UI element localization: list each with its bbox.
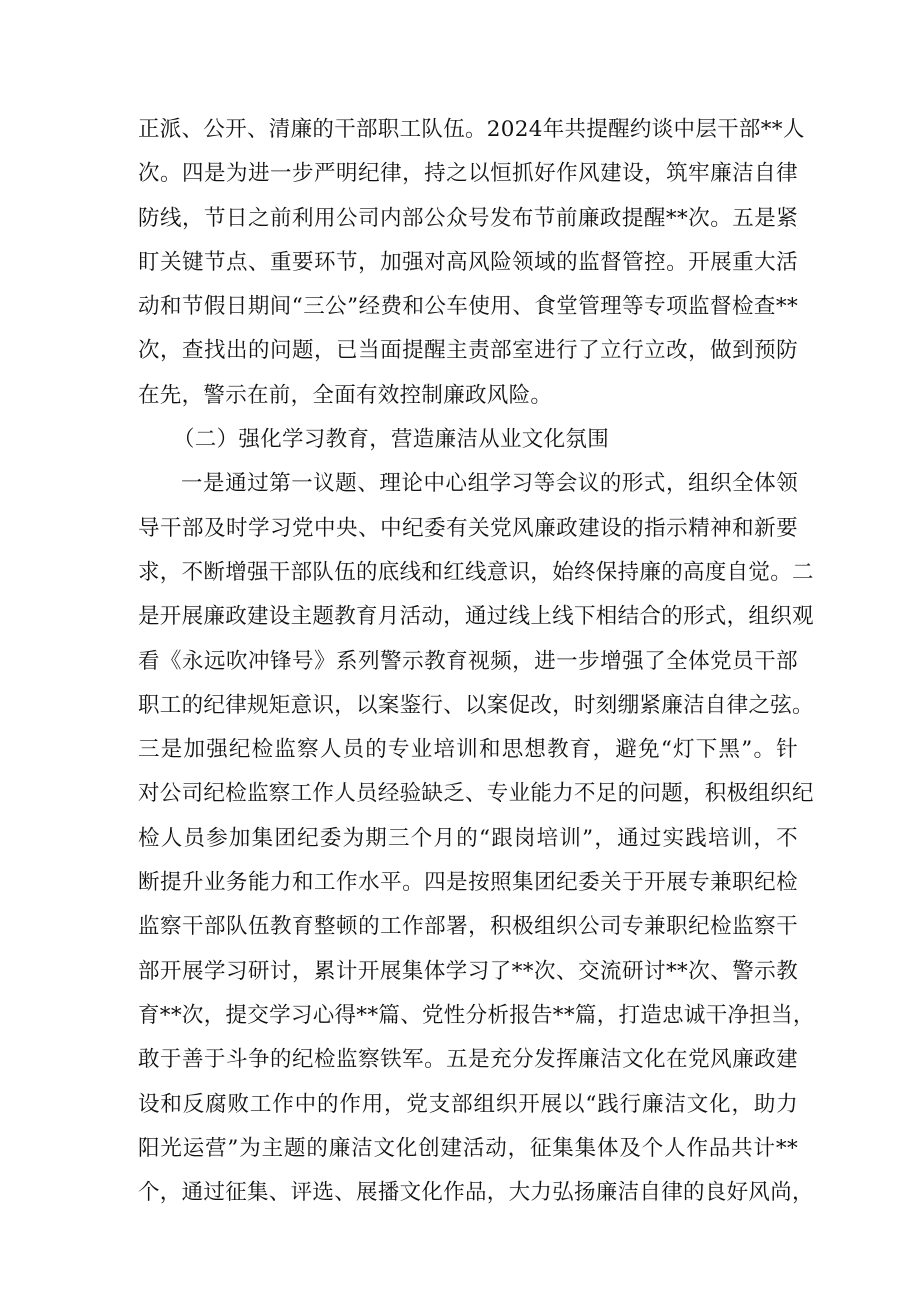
paragraph-line: 看《永远吹冲锋号》系列警示教育视频，进一步增强了全体党员干部 (138, 648, 798, 674)
paragraph-line: 检人员参加集团纪委为期三个月的“跟岗培训”，通过实践培训，不 (138, 825, 798, 851)
paragraph-line: 三是加强纪检监察人员的专业培训和思想教育，避免“灯下黑”。针 (138, 737, 798, 763)
paragraph-line: 正派、公开、清廉的干部职工队伍。2024年共提醒约谈中层干部**人 (138, 117, 805, 142)
paragraph-line: 导干部及时学习党中央、中纪委有关党风廉政建设的指示精神和新要 (138, 515, 798, 541)
paragraph-line: 部开展学习研讨，累计开展集体学习了**次、交流研讨**次、警示教 (138, 958, 798, 984)
document-body (138, 108, 815, 1215)
paragraph-line: 育**次，提交学习心得**篇、党性分析报告**篇，打造忠诚干净担当， (138, 1002, 815, 1028)
paragraph-line: 盯关键节点、重要环节，加强对高风险领域的监督管控。开展重大活 (138, 249, 798, 275)
paragraph-line: 断提升业务能力和工作水平。四是按照集团纪委关于开展专兼职纪检 (138, 870, 798, 896)
paragraph-line: 对公司纪检监察工作人员经验缺乏、专业能力不足的问题，积极组织纪 (138, 781, 814, 807)
paragraph-line: 敢于善于斗争的纪检监察铁军。五是充分发挥廉洁文化在党风廉政建 (138, 1047, 798, 1073)
paragraph-line: 个，通过征集、评选、展播文化作品，大力弘扬廉洁自律的良好风尚， (138, 1180, 814, 1206)
paragraph-line: 阳光运营”为主题的廉洁文化创建活动，征集集体及个人作品共计** (138, 1135, 798, 1161)
paragraph-line: 次，查找出的问题，已当面提醒主责部室进行了立行立改，做到预防 (138, 338, 798, 364)
paragraph-line: 在先，警示在前，全面有效控制廉政风险。 (138, 382, 553, 408)
paragraph-line: 设和反腐败工作中的作用，党支部组织开展以“践行廉洁文化，助力 (138, 1091, 798, 1117)
section-heading: （二）强化学习教育，营造廉洁从业文化氛围 (173, 427, 610, 453)
paragraph-line: 是开展廉政建设主题教育月活动，通过线上线下相结合的形式，组织观 (138, 604, 814, 630)
paragraph-line: 职工的纪律规矩意识，以案鉴行、以案促改，时刻绷紧廉洁自律之弦。 (138, 692, 814, 718)
paragraph-line: 一是通过第一议题、理论中心组学习等会议的形式，组织全体领 (181, 471, 798, 497)
paragraph-line: 求，不断增强干部队伍的底线和红线意识，始终保持廉的高度自觉。二 (138, 559, 814, 585)
paragraph-line: 次。四是为进一步严明纪律，持之以恒抓好作风建设，筑牢廉洁自律 (138, 161, 798, 187)
paragraph-line: 防线，节日之前利用公司内部公众号发布节前廉政提醒**次。五是紧 (138, 205, 798, 231)
paragraph-line: 监察干部队伍教育整顿的工作部署，积极组织公司专兼职纪检监察干 (138, 914, 798, 940)
paragraph-line: 动和节假日期间“三公”经费和公车使用、食堂管理等专项监督检查** (138, 294, 798, 320)
